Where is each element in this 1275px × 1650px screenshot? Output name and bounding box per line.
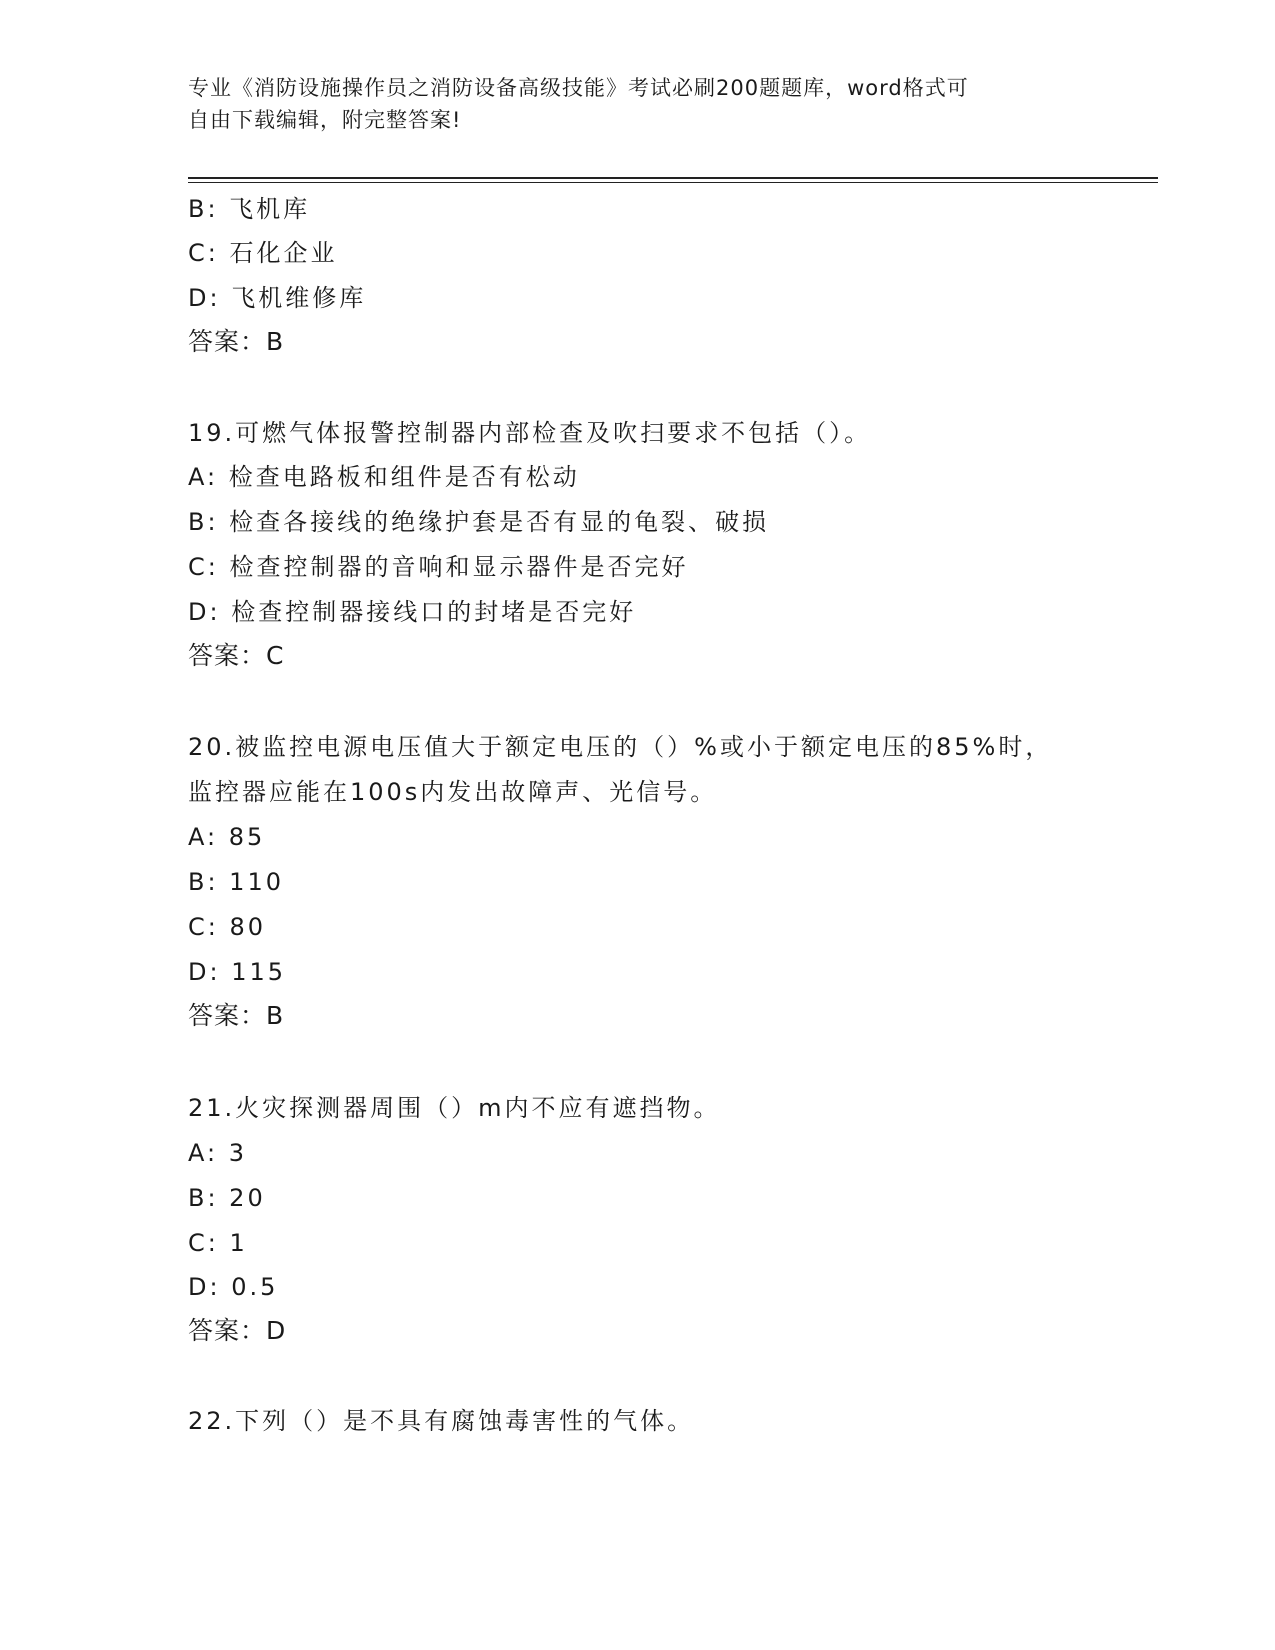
q19-option-a: A: 检查电路板和组件是否有松动 [188,463,580,491]
q21-option-a: A: 3 [188,1139,247,1167]
q21-option-d: D: 0.5 [188,1273,279,1301]
q20-answer: 答案：B [188,1001,285,1030]
q20-option-c: C: 80 [188,913,267,941]
q20-stem-line-1: 20.被监控电源电压值大于额定电压的（）%或小于额定电压的85%时， [188,733,1053,761]
header-divider-thick [188,177,1158,179]
q19-stem: 19.可燃气体报警控制器内部检查及吹扫要求不包括（）。 [188,419,872,447]
q19-option-d: D: 检查控制器接线口的封堵是否完好 [188,598,637,626]
q21-answer: 答案：D [188,1316,287,1345]
q20-option-b: B: 110 [188,868,284,896]
q20-option-d: D: 115 [188,958,287,986]
q21-stem: 21.火灾探测器周围（）m内不应有遮挡物。 [188,1094,721,1122]
header-line-2: 自由下载编辑，附完整答案! [188,108,462,132]
q18-option-b: B: 飞机库 [188,195,311,223]
header-line-1: 专业《消防设施操作员之消防设备高级技能》考试必刷200题题库，word格式可 [188,76,969,100]
q21-option-b: B: 20 [188,1184,266,1212]
q20-option-a: A: 85 [188,823,266,851]
q22-stem: 22.下列（）是不具有腐蚀毒害性的气体。 [188,1407,695,1435]
header-divider-thin [188,182,1158,183]
q18-option-c: C: 石化企业 [188,239,338,267]
q19-option-b: B: 检查各接线的绝缘护套是否有显的龟裂、破损 [188,508,770,536]
q19-answer: 答案：C [188,641,285,670]
q19-option-c: C: 检查控制器的音响和显示器件是否完好 [188,553,689,581]
q20-stem-line-2: 监控器应能在100s内发出故障声、光信号。 [188,778,718,806]
q18-answer: 答案：B [188,327,285,356]
q18-option-d: D: 飞机维修库 [188,284,367,312]
q21-option-c: C: 1 [188,1229,248,1257]
document-header [188,72,1088,136]
